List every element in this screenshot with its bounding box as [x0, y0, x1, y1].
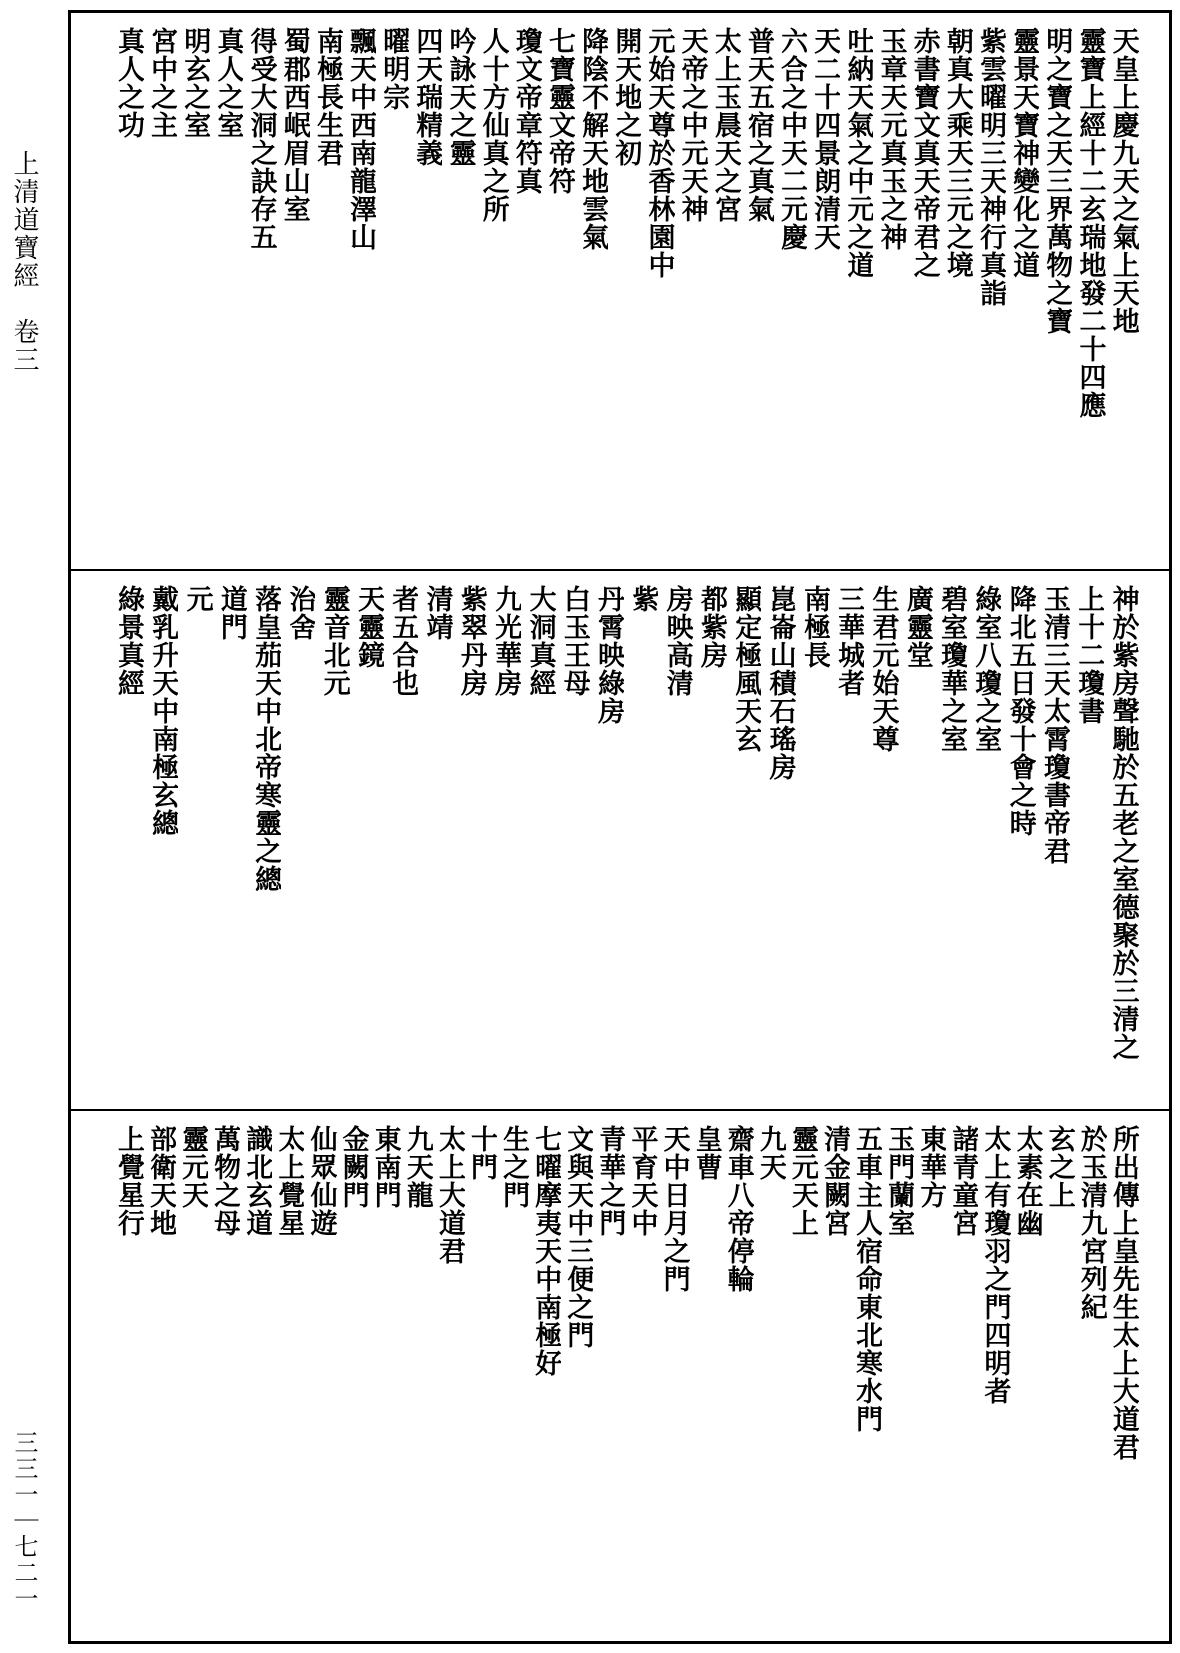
text-column: 青華之門 — [594, 1125, 626, 1237]
text-column: 治舍 — [284, 585, 316, 641]
text-column: 太上覺星 — [273, 1125, 305, 1237]
text-column: 十門 — [466, 1125, 498, 1181]
text-column: 所出傳上皇先生太上大道君 — [1107, 1125, 1139, 1461]
text-column: 九光華房 — [490, 585, 522, 697]
text-column: 普天五宿之真氣 — [742, 27, 774, 223]
text-column: 房映高清 — [661, 585, 693, 697]
text-column: 朝真大乘天三元之境 — [941, 27, 973, 279]
text-column: 太上有瓊羽之門四明者 — [979, 1125, 1011, 1405]
text-column: 生之門 — [498, 1125, 530, 1209]
text-column: 都紫房 — [696, 585, 728, 669]
text-column: 六合之中天二元慶 — [776, 27, 808, 251]
text-column: 齋車八帝停輪 — [722, 1125, 754, 1293]
text-column: 赤書寶文真天帝君之 — [908, 27, 940, 279]
text-column: 開天地之初 — [610, 27, 642, 167]
text-column: 諸青童宮 — [947, 1125, 979, 1237]
text-column: 玄之上 — [1043, 1125, 1075, 1209]
column-group — [113, 27, 1139, 561]
text-column: 綠室八瓊之室 — [970, 585, 1002, 753]
text-column: 紫 — [627, 585, 659, 613]
text-column: 大洞真經 — [524, 585, 556, 697]
column-group — [113, 1125, 1139, 1635]
text-column: 玉清三天太霄瓊書帝君 — [1039, 585, 1071, 865]
text-column: 元始天尊於香林園中 — [643, 27, 675, 279]
text-column: 玉章天元真玉之神 — [875, 27, 907, 251]
text-column: 平育天中 — [626, 1125, 658, 1237]
text-column: 曜明宗 — [378, 27, 410, 111]
text-column: 真人之室 — [212, 27, 244, 139]
text-column: 丹霄映綠房 — [593, 585, 625, 725]
text-column: 金闕門 — [337, 1125, 369, 1209]
text-column: 顯定極風天玄 — [730, 585, 762, 753]
text-column: 生君元始天尊 — [867, 585, 899, 753]
text-column: 者五合也 — [387, 585, 419, 697]
text-column: 宮中之主 — [146, 27, 178, 139]
margin-page-number: 三三一｜七二一 — [10, 1430, 38, 1612]
text-column: 真人之功 — [113, 27, 144, 139]
text-column: 得受大洞之訣存五 — [245, 27, 277, 251]
text-column: 上覺星行 — [113, 1125, 144, 1237]
text-column: 九天 — [754, 1125, 786, 1181]
margin-book-title: 上清道寶經 卷三 — [9, 150, 39, 374]
text-column: 崑崙山積石瑤房 — [764, 585, 796, 781]
text-column: 天皇上慶九天之氣上天地 — [1107, 27, 1139, 335]
text-column: 於玉清九宮列紀 — [1075, 1125, 1107, 1321]
text-column: 蜀郡西岷眉山室 — [278, 27, 310, 223]
page-frame — [68, 10, 1172, 1644]
text-column: 清靖 — [421, 585, 453, 641]
text-column: 降北五日發十會之時 — [1004, 585, 1036, 837]
text-column: 碧室瓊華之室 — [936, 585, 968, 753]
text-column: 太素在幽 — [1011, 1125, 1043, 1237]
text-column: 南極長 — [798, 585, 830, 669]
text-column: 玉門蘭室 — [883, 1125, 915, 1237]
text-column: 白玉王母 — [558, 585, 590, 697]
text-column: 三華城者 — [833, 585, 865, 697]
text-column: 明玄之室 — [179, 27, 211, 139]
text-column: 吟詠天之靈 — [444, 27, 476, 167]
text-column: 戴乳升天中南極玄總 — [147, 585, 179, 837]
text-column: 文與天中三便之門 — [562, 1125, 594, 1349]
text-column: 部衛天地 — [145, 1125, 177, 1237]
text-column: 降陰不解天地雲氣 — [577, 27, 609, 251]
text-panel-top — [71, 13, 1169, 569]
text-column: 五車主人宿命東北寒水門 — [851, 1125, 883, 1433]
text-column: 靈景天寶神變化之道 — [1008, 27, 1040, 279]
text-panel-bottom — [71, 1109, 1169, 1643]
text-column: 上十二瓊書 — [1073, 585, 1105, 725]
text-column: 飄天中西南龍澤山 — [345, 27, 377, 251]
text-column: 南極長生君 — [311, 27, 343, 167]
text-column: 天中日月之門 — [658, 1125, 690, 1293]
text-column: 吐納天氣之中元之道 — [842, 27, 874, 279]
text-column: 四天瑞精義 — [411, 27, 443, 167]
text-column: 神於紫房聲馳於五老之室德聚於三清之 — [1107, 585, 1139, 1061]
text-column: 瓊文帝章符真 — [510, 27, 542, 195]
text-column: 天帝之中元天神 — [676, 27, 708, 223]
column-group — [113, 585, 1139, 1101]
text-column: 靈音北元 — [318, 585, 350, 697]
text-column: 元 — [181, 585, 213, 613]
text-column: 靈元天 — [177, 1125, 209, 1209]
text-column: 落皇茄天中北帝寒靈之總 — [250, 585, 282, 893]
text-column: 靈元天上 — [786, 1125, 818, 1237]
text-column: 皇曹 — [690, 1125, 722, 1181]
text-column: 廣靈堂 — [901, 585, 933, 669]
text-column: 萬物之母 — [209, 1125, 241, 1237]
text-column: 靈寶上經十二玄瑞地發二十四應 — [1074, 27, 1106, 419]
text-column: 天靈鏡 — [353, 585, 385, 669]
text-column: 人十方仙真之所 — [477, 27, 509, 223]
text-column: 九天龍 — [401, 1125, 433, 1209]
text-column: 道門 — [215, 585, 247, 641]
text-column: 太上大道君 — [433, 1125, 465, 1265]
text-column: 識北玄道 — [241, 1125, 273, 1237]
text-column: 明之寶之天三界萬物之寶 — [1041, 27, 1073, 335]
text-column: 太上玉晨天之宮 — [709, 27, 741, 223]
text-column: 七寶靈文帝符 — [544, 27, 576, 195]
text-column: 天二十四景朗清天 — [809, 27, 841, 251]
text-column: 綠景真經 — [113, 585, 144, 697]
text-column: 仙眾仙遊 — [305, 1125, 337, 1237]
text-column: 清金闕宮 — [819, 1125, 851, 1237]
text-column: 七曜摩夷天中南極好 — [530, 1125, 562, 1377]
text-panel-middle — [71, 569, 1169, 1109]
text-column: 紫翠丹房 — [455, 585, 487, 697]
text-column: 東南門 — [369, 1125, 401, 1209]
text-column: 東華方 — [915, 1125, 947, 1209]
text-column: 紫雲曜明三天神行真詣 — [975, 27, 1007, 307]
